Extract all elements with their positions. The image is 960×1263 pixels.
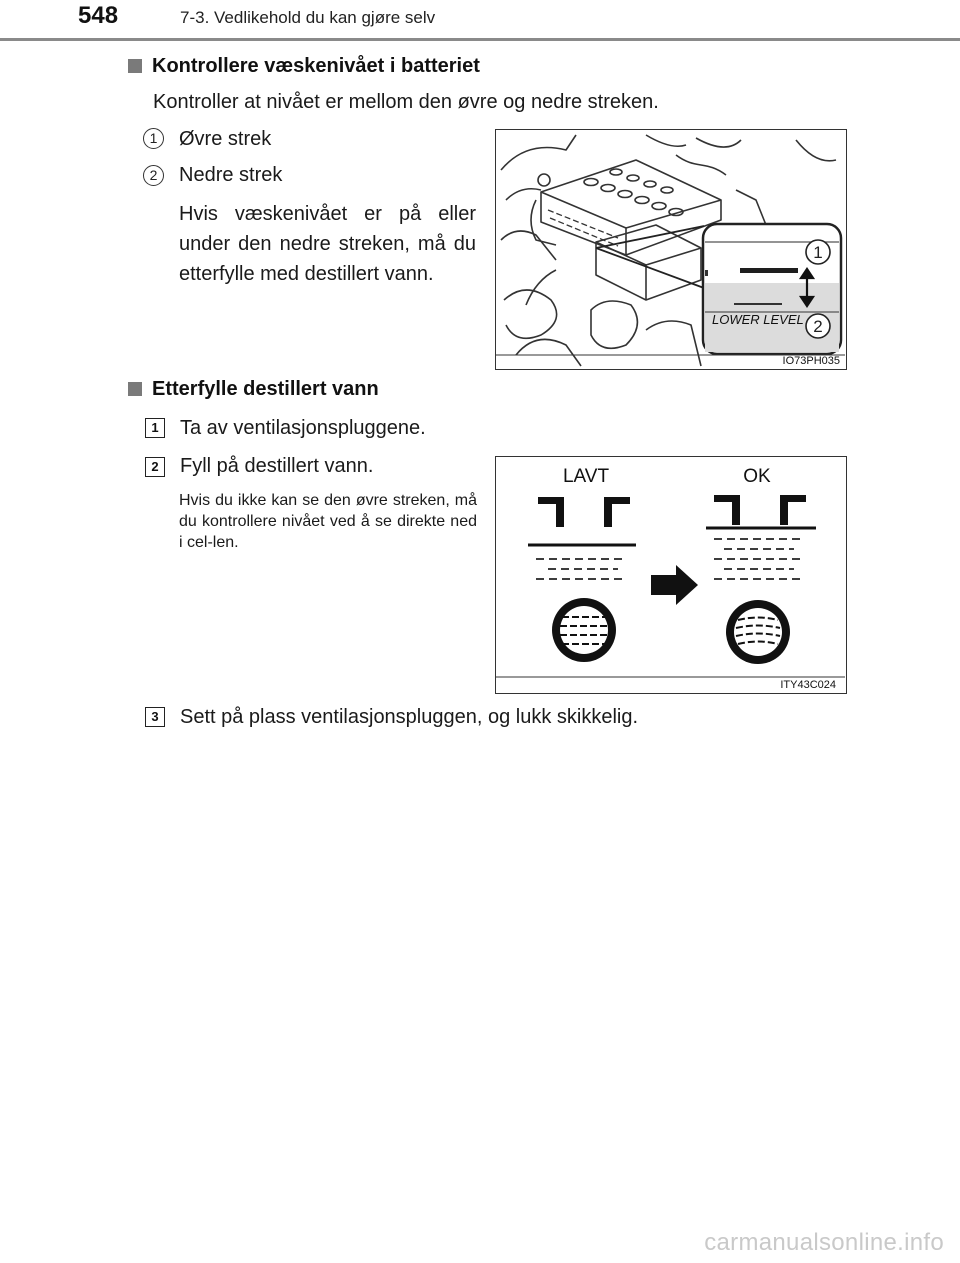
header-divider xyxy=(0,38,960,41)
square-bullet-icon xyxy=(128,59,142,73)
section-heading-check-level xyxy=(128,55,480,78)
lower-level-label: LOWER LEVEL xyxy=(712,312,804,327)
step-1-text: Ta av ventilasjonspluggene. xyxy=(180,417,426,439)
label-ok: OK xyxy=(743,466,771,487)
item-lower-line: Nedre strek xyxy=(179,164,283,186)
step-marker-2: 2 xyxy=(145,457,165,477)
step-marker-3: 3 xyxy=(145,707,165,727)
section-heading-text: Kontrollere væskenivået i batteriet xyxy=(152,55,480,77)
section-heading-refill xyxy=(128,378,379,401)
step-3-text: Sett på plass ventilasjonspluggen, og lukk skikkelig. xyxy=(180,706,639,728)
battery-level-figure xyxy=(495,129,847,370)
page-number: 548 xyxy=(78,2,119,29)
item-upper-line: Øvre strek xyxy=(179,128,272,150)
intro-text: Kontroller at nivået er mellom den øvre og nedre streken. xyxy=(153,91,659,113)
footer-watermark: carmanualsonline.info xyxy=(704,1229,944,1256)
section-title: 7-3. Vedlikehold du kan gjøre selv xyxy=(180,8,436,27)
step-2-text: Fyll på destillert vann. xyxy=(180,455,374,477)
arrow-right-icon xyxy=(651,565,698,605)
cell-level-illustration xyxy=(496,457,845,692)
section-heading-text: Etterfylle destillert vann xyxy=(152,378,379,400)
refill-level-figure xyxy=(495,456,847,694)
square-bullet-icon xyxy=(128,382,142,396)
figure-code: IO73PH035 xyxy=(782,355,840,367)
refill-note: Hvis væskenivået er på eller under den nedre streken, må du etterfylle med destillert vann. xyxy=(179,203,476,285)
label-low: LAVT xyxy=(562,466,610,487)
item-marker-upper: 1 xyxy=(143,128,164,149)
step-marker-1: 1 xyxy=(145,418,165,438)
low-cell-view-icon xyxy=(552,598,616,662)
figure-code: ITY43C024 xyxy=(780,679,836,691)
item-marker-lower: 2 xyxy=(143,165,164,186)
step-2-note: Hvis du ikke kan se den øvre streken, må du kontrollere nivået ved å se direkte ned i cel-len. xyxy=(179,492,477,551)
callout-lower-number: 2 xyxy=(813,317,823,336)
ok-cell-view-icon xyxy=(726,600,790,664)
battery-engine-illustration xyxy=(496,130,845,368)
callout-upper-number: 1 xyxy=(813,243,823,262)
